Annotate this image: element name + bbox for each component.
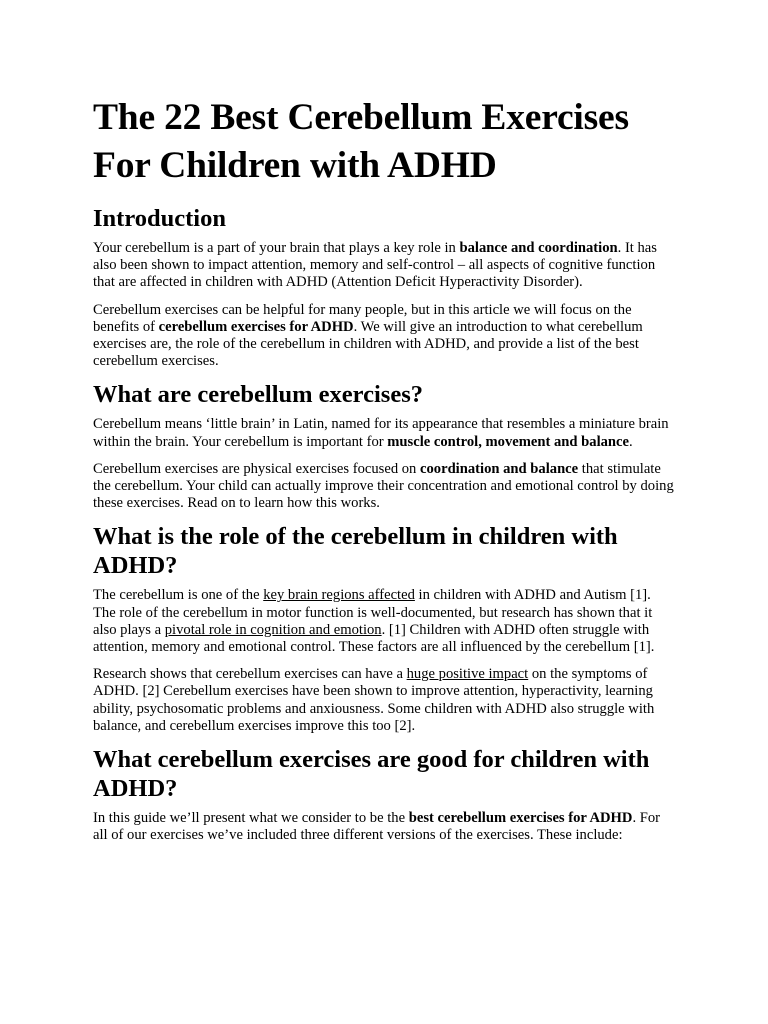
bold-text: cerebellum exercises for ADHD — [158, 318, 354, 335]
bold-text: coordination and balance — [420, 460, 579, 477]
document-title: The 22 Best Cerebellum Exercises For Children with ADHD — [93, 97, 629, 186]
text-run: Cerebellum exercises are physical exercises focused on — [93, 460, 421, 477]
section-heading: Introduction — [93, 205, 226, 232]
bold-text: best cerebellum exercises for ADHD — [408, 810, 633, 827]
link-pivotal-role[interactable]: pivotal role in cognition and emotion — [164, 621, 382, 638]
section-heading: What is the role of the cerebellum in children with ADHD? — [93, 523, 618, 580]
paragraph — [93, 416, 675, 450]
text-run: The cerebellum is one of the — [93, 587, 264, 604]
paragraph — [93, 240, 675, 292]
section-heading: What cerebellum exercises are good for children with ADHD? — [93, 746, 650, 803]
text-run: Cerebellum means ‘little brain’ in Latin, named for its appearance that resembles a miniature brain within the brain. Your cerebellum is important for — [93, 416, 669, 450]
text-run: in children with ADHD and Autism [1]. The role of the cerebellum in motor function is well-documented, but research has shown that it also plays a — [93, 587, 653, 638]
paragraph — [93, 810, 675, 844]
bold-text: muscle control, movement and balance — [387, 433, 629, 450]
text-run: . [1] Children with ADHD often struggle with attention, memory and emotional control. These factors are all influenced by the cerebellum [1]. — [93, 621, 655, 656]
link-key-brain-regions[interactable]: key brain regions affected — [263, 587, 415, 604]
paragraph — [93, 587, 675, 656]
text-run: that stimulate the cerebellum. Your child can actually improve their concentration and emotional control by doing these exercises. Read on to learn how this works. — [93, 460, 674, 512]
section-good-exercises — [93, 745, 675, 844]
section-introduction — [93, 204, 675, 370]
text-run: . We will give an introduction to what cerebellum exercises are, the role of the cerebellum in children with ADHD, and provide a list of the best cerebellum exercises. — [93, 318, 643, 370]
section-what-are-exercises — [93, 380, 675, 512]
text-run: . It has also been shown to impact attention, memory and self-control – all aspects of cognitive function that are affected in children with ADHD (Attention Deficit Hyperactivity Disorder). — [93, 240, 657, 291]
text-run: . For all of our exercises we’ve included three different versions of the exercises. These include: — [93, 810, 661, 844]
paragraph — [93, 461, 675, 513]
text-run: In this guide we’ll present what we consider to be the — [93, 810, 409, 827]
section-role-of-cerebellum — [93, 522, 675, 735]
paragraph — [93, 666, 675, 735]
link-huge-positive-impact[interactable]: huge positive impact — [406, 666, 529, 683]
text-run: Your cerebellum is a part of your brain that plays a key role in — [93, 240, 460, 256]
document-page — [93, 94, 675, 854]
paragraph — [93, 302, 675, 371]
text-run: . — [629, 433, 633, 450]
bold-text: balance and coordination — [459, 240, 618, 256]
text-run: Research shows that cerebellum exercises can have a — [93, 666, 407, 683]
text-run: on the symptoms of ADHD. [2] Cerebellum exercises have been shown to improve attention, hyperactivity, learning ability, psychosomatic problems and anxiousness. Some children with ADHD also struggle with balance, and cerebellum exercises improve this too [2]. — [93, 666, 655, 734]
text-run: Cerebellum exercises can be helpful for many people, but in this article we will focus on the benefits of — [93, 301, 632, 335]
section-heading: What are cerebellum exercises? — [93, 381, 423, 409]
